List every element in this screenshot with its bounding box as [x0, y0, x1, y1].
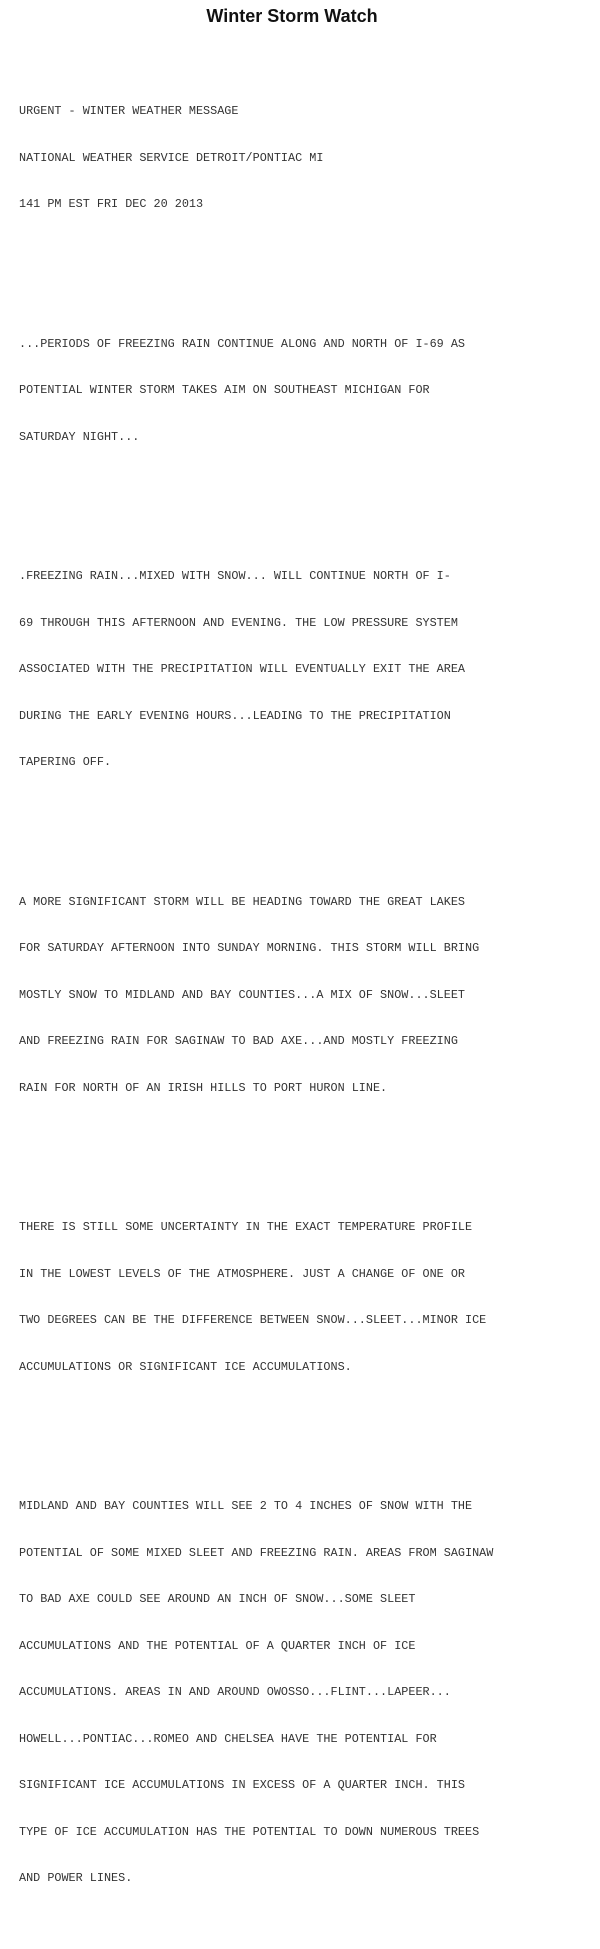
current-conditions-paragraph — [19, 538, 599, 802]
text-line: HOWELL...PONTIAC...ROMEO AND CHELSEA HAVE THE POTENTIAL FOR — [19, 1731, 437, 1746]
text-line: ACCUMULATIONS. AREAS IN AND AROUND OWOSSO...FLINT...LAPEER... — [19, 1685, 451, 1699]
page-title: Winter Storm Watch — [206, 6, 378, 26]
text-line: AND FREEZING RAIN FOR SAGINAW TO BAD AXE...AND MOSTLY FREEZING — [19, 1034, 458, 1048]
accumulation-forecast-paragraph — [19, 1468, 599, 1918]
header-line-issuing-office: NATIONAL WEATHER SERVICE DETROIT/PONTIAC MI — [19, 150, 324, 165]
text-line: SATURDAY NIGHT... — [19, 429, 140, 444]
text-line: POTENTIAL OF SOME MIXED SLEET AND FREEZING RAIN. AREAS FROM SAGINAW — [19, 1545, 494, 1560]
text-line: POTENTIAL WINTER STORM TAKES AIM ON SOUTHEAST MICHIGAN FOR — [19, 383, 430, 397]
text-line: RAIN FOR NORTH OF AN IRISH HILLS TO PORT HURON LINE. — [19, 1080, 388, 1095]
text-line: DURING THE EARLY EVENING HOURS...LEADING TO THE PRECIPITATION — [19, 708, 451, 723]
headline-paragraph — [19, 306, 599, 477]
text-line: ACCUMULATIONS AND THE POTENTIAL OF A QUARTER INCH OF ICE — [19, 1638, 416, 1653]
text-line: FOR SATURDAY AFTERNOON INTO SUNDAY MORNING. THIS STORM WILL BRING — [19, 941, 480, 955]
bulletin-header — [19, 73, 599, 244]
text-line: ASSOCIATED WITH THE PRECIPITATION WILL EVENTUALLY EXIT THE AREA — [19, 662, 465, 676]
text-line: TWO DEGREES CAN BE THE DIFFERENCE BETWEEN SNOW...SLEET...MINOR ICE — [19, 1313, 487, 1327]
text-line: MOSTLY SNOW TO MIDLAND AND BAY COUNTIES...A MIX OF SNOW...SLEET — [19, 987, 465, 1002]
text-line: 69 THROUGH THIS AFTERNOON AND EVENING. THE LOW PRESSURE SYSTEM — [19, 615, 458, 630]
header-line-issue-time: 141 PM EST FRI DEC 20 2013 — [19, 197, 204, 211]
text-line: IN THE LOWEST LEVELS OF THE ATMOSPHERE. JUST A CHANGE OF ONE OR — [19, 1266, 465, 1281]
text-line: TYPE OF ICE ACCUMULATION HAS THE POTENTIAL TO DOWN NUMEROUS TREES — [19, 1824, 480, 1839]
text-line: SIGNIFICANT ICE ACCUMULATIONS IN EXCESS OF A QUARTER INCH. THIS — [19, 1778, 465, 1792]
text-line: ...PERIODS OF FREEZING RAIN CONTINUE ALONG AND NORTH OF I-69 AS — [19, 336, 465, 351]
text-line: TAPERING OFF. — [19, 755, 112, 769]
text-line: THERE IS STILL SOME UNCERTAINTY IN THE EXACT TEMPERATURE PROFILE — [19, 1220, 473, 1234]
weather-bulletin — [19, 42, 599, 1949]
upcoming-storm-paragraph — [19, 864, 599, 1128]
text-line: ACCUMULATIONS OR SIGNIFICANT ICE ACCUMULATIONS. — [19, 1359, 352, 1374]
header-line-message-type: URGENT - WINTER WEATHER MESSAGE — [19, 104, 239, 118]
uncertainty-paragraph — [19, 1189, 599, 1406]
text-line: A MORE SIGNIFICANT STORM WILL BE HEADING TOWARD THE GREAT LAKES — [19, 894, 465, 909]
text-line: .FREEZING RAIN...MIXED WITH SNOW... WILL CONTINUE NORTH OF I- — [19, 569, 451, 583]
text-line: AND POWER LINES. — [19, 1871, 133, 1885]
text-line: TO BAD AXE COULD SEE AROUND AN INCH OF SNOW...SOME SLEET — [19, 1592, 416, 1606]
text-line: MIDLAND AND BAY COUNTIES WILL SEE 2 TO 4 INCHES OF SNOW WITH THE — [19, 1499, 473, 1513]
